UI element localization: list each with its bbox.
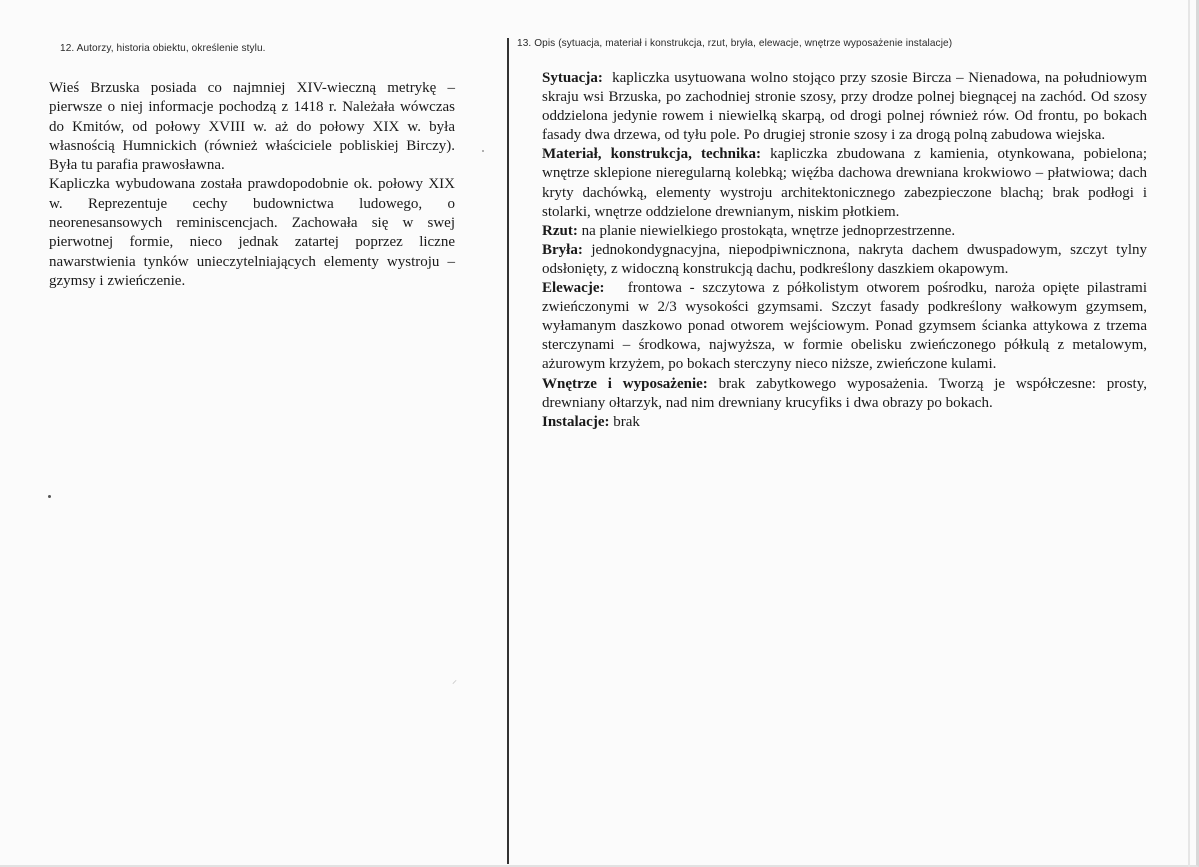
- scan-speck: [482, 150, 484, 152]
- section-form: [542, 241, 1147, 279]
- section-label: Rzut:: [542, 222, 578, 239]
- section-label: Instalacje:: [542, 413, 610, 430]
- scan-speck: [48, 495, 51, 498]
- section-text: frontowa - szczytowa z półkolistym otworem pośrodku, naroża opięte pilastrami zwieńczonymi w 2/3 wysokości gzymsami. Szczyt fasady podkreślony wałkowym gzymsem, wyłamanym daszkowo ponad otworem wejściowym. Ponad gzymsem ścianka attykowa z trzema sterczynami – środkowa, najwyższa, w formie obelisku zwieńczonego półkulą z metalowym, ażurowym krzyżem, po bokach sterczyny nieco niższe, zwieńczone kulami.: [542, 280, 1148, 373]
- description-column: [542, 69, 1147, 432]
- section-text: kapliczka usytuowana wolno stojąco przy szosie Bircza – Nienadowa, na południowym skraju wsi Brzuska, po zachodniej stronie szosy, przy drodze polnej biegnącej na zachód. Od szosy oddzielona jedynie rowem i niewielką skarpą, od drogi polnej również rów. Od frontu, po bokach fasady dwa drzewa, od tyłu pole. Po drugiej stronie szosy i za drogą polną zabudowa wiejska.: [542, 70, 1148, 144]
- section-13-header: 13. Opis (sytuacja, materiał i konstrukcja, rzut, bryła, elewacje, wnętrze wyposażenie instalacje): [517, 37, 953, 49]
- section-label: Elewacje:: [542, 280, 605, 297]
- page-edge: [1188, 0, 1190, 867]
- section-elevations: [542, 279, 1147, 374]
- section-label: Wnętrze i wyposażenie:: [542, 375, 708, 392]
- section-text: jednokondygnacyjna, niepodpiwnicznona, nakryta dachem dwuspadowym, szczyt tylny odsłonięty, z widoczną konstrukcją dachu, podkreślony daszkiem okapowym.: [542, 241, 1147, 277]
- section-installations: [542, 413, 1147, 432]
- section-plan: [542, 222, 1147, 241]
- section-situation: [542, 69, 1147, 145]
- column-divider: [507, 38, 509, 864]
- section-label: Sytuacja:: [542, 70, 603, 86]
- section-interior: [542, 375, 1147, 413]
- section-12-header: 12. Autorzy, historia obiektu, określenie stylu.: [60, 42, 266, 54]
- section-text: kapliczka zbudowana z kamienia, otynkowana, pobielona; wnętrze sklepione nieregularną kolebką; więźba dachowa drewniana krokwiowo – płatwiowa; dach kryty dachówką, elementy wystroju architektonicznego zabezpieczone blachą; brak podłogi i stolarki, wnętrze oddzielone drewnianym, niskim płotkiem.: [542, 146, 1147, 220]
- section-text: brak: [613, 413, 640, 430]
- section-material: [542, 145, 1147, 221]
- section-label: Materiał, konstrukcja, technika:: [542, 146, 761, 163]
- history-column: [49, 79, 455, 291]
- scan-mark: ⸝: [452, 675, 457, 686]
- section-text: na planie niewielkiego prostokąta, wnętrze jednoprzestrzenne.: [581, 222, 956, 239]
- history-paragraph-chapel: Kapliczka wybudowana została prawdopodobnie ok. połowy XIX w. Reprezentuje cechy budownictwa ludowego, o neorenesansowych reminiscencjach. Zachowała się w swej pierwotnej formie, nieco jednak zatartej poprzez liczne nawarstwienia tynków unieczytelniających elementy wystroju – gzymsy i zwieńczenie.: [49, 176, 455, 289]
- section-label: Bryła:: [542, 241, 583, 258]
- history-paragraph-village: Wieś Brzuska posiada co najmniej XIV-wieczną metrykę – pierwsze o niej informacje pochodzą z 1418 r. Należała wówczas do Kmitów, od połowy XVIII w. aż do połowy XIX w. była własnością Humnickich (również właściciele pobliskiej Birczy). Była tu parafia prawosławna.: [49, 80, 455, 174]
- section-text: brak zabytkowego wyposażenia. Tworzą je współczesne: prosty, drewniany ołtarzyk, nad nim drewniany krucyfiks i dwa obrazy po bokach.: [542, 375, 1147, 411]
